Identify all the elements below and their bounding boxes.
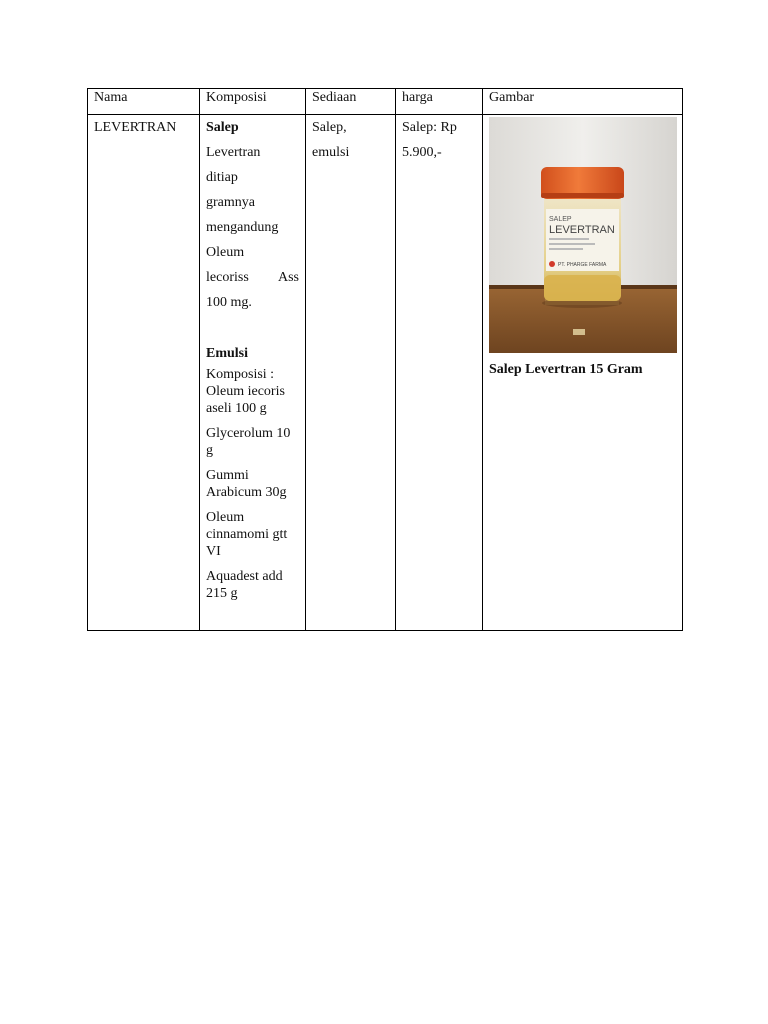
image-caption: Salep Levertran 15 Gram (489, 362, 643, 377)
product-photo (489, 117, 677, 353)
cell-komposisi (200, 115, 306, 631)
header-harga: harga (396, 89, 483, 115)
cell-harga (396, 115, 483, 631)
emulsi-item: Aquadest add 215 g (206, 569, 283, 601)
label-text-line (549, 248, 583, 250)
jar-label-small: SALEP (549, 216, 572, 223)
header-komposisi: Komposisi (200, 89, 306, 115)
lid-rim (541, 193, 624, 198)
harga-line: Salep: Rp (402, 120, 457, 135)
label-text-line (549, 243, 595, 245)
shelf-spot (573, 329, 585, 335)
emulsi-item: Komposisi : Oleum iecoris aseli 100 g (206, 367, 285, 416)
emulsi-item: Gummi Arabicum 30g (206, 468, 287, 500)
salep-line: mengandung (206, 220, 279, 235)
salep-justified-line (206, 265, 299, 290)
cell-sediaan (306, 115, 396, 631)
sediaan-line: emulsi (312, 145, 350, 160)
emulsi-heading: Emulsi (206, 346, 249, 361)
salep-word-left: lecoriss (206, 270, 249, 285)
ointment (544, 275, 621, 301)
cell-nama (88, 115, 200, 631)
salep-line: 100 mg. (206, 295, 252, 310)
maker-logo (549, 261, 555, 267)
label-text-line (549, 238, 589, 240)
table-row (88, 115, 683, 631)
table-header-row (88, 89, 683, 115)
salep-line: Oleum (206, 245, 245, 260)
salep-word-right: Ass (277, 270, 299, 285)
salep-heading: Salep (206, 120, 239, 135)
harga-line: 5.900,- (402, 145, 442, 160)
salep-line: gramnya (206, 195, 255, 210)
jar-label-big: LEVERTRAN (549, 224, 615, 236)
emulsi-item: Glycerolum 10 g (206, 426, 291, 458)
salep-line: ditiap (206, 170, 238, 185)
sediaan-line: Salep, (312, 120, 347, 135)
header-gambar: Gambar (483, 89, 683, 115)
cell-gambar (483, 115, 683, 631)
spacer (206, 315, 299, 341)
product-name: LEVERTRAN (94, 120, 177, 135)
header-sediaan: Sediaan (306, 89, 396, 115)
salep-line: Levertran (206, 145, 261, 160)
header-nama: Nama (88, 89, 200, 115)
emulsi-item: Oleum cinnamomi gtt VI (206, 510, 288, 559)
jar-maker: PT. PHARGE FARMA (558, 262, 607, 268)
product-table (87, 88, 683, 631)
